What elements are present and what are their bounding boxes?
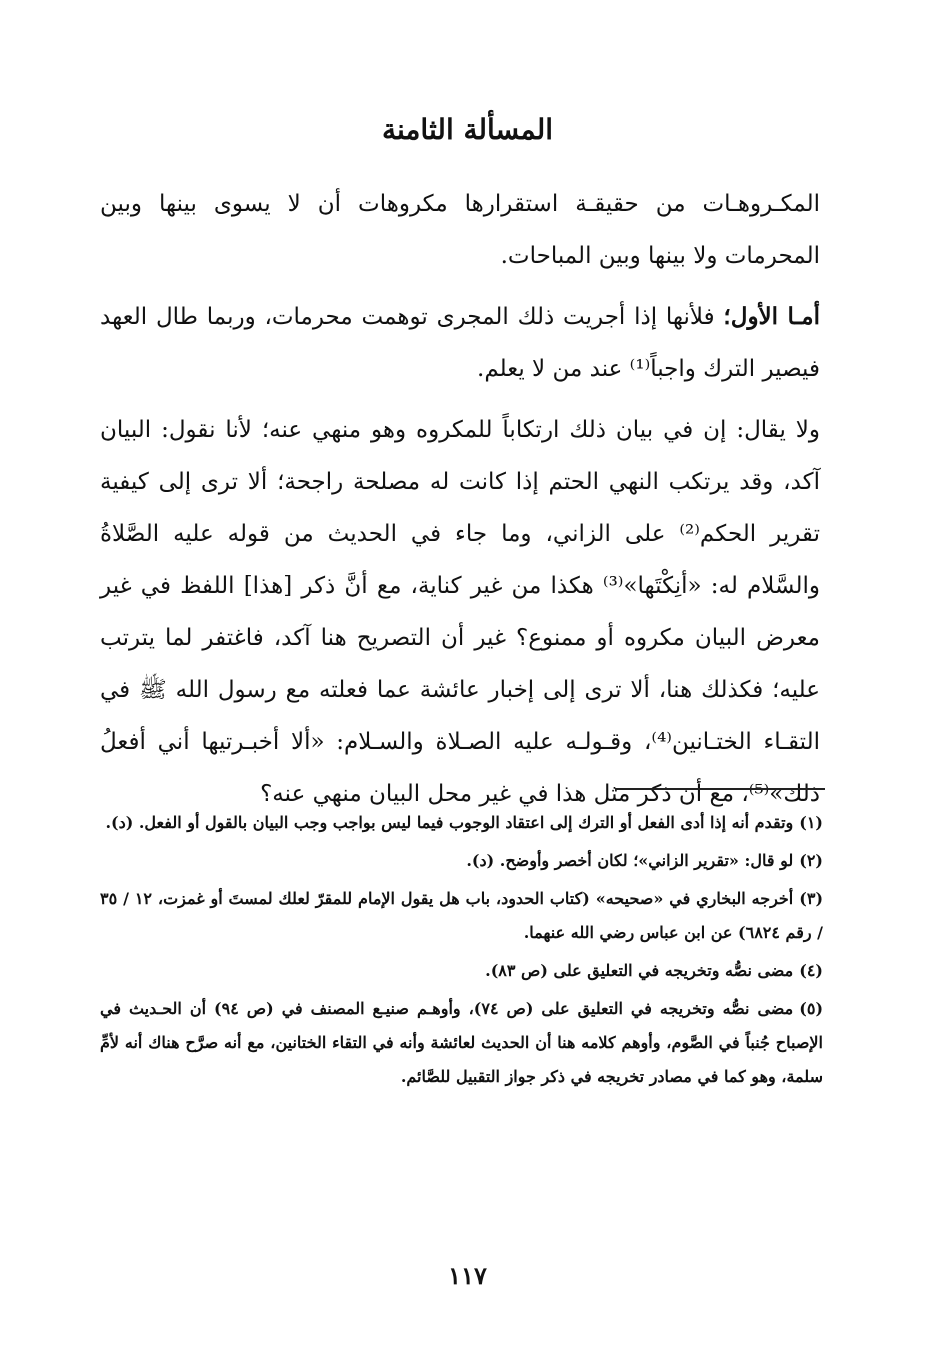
paragraph-text: فلأنها إذا أجريت ذلك المجرى توهمت محرمات، وربما طال العهد فيصير الترك واجباً⁽¹⁾ عند من لا يعلم. bbox=[100, 304, 820, 382]
page-title: المسألة الثامنة bbox=[381, 113, 554, 146]
paragraph-1 bbox=[100, 178, 820, 282]
page-number: ١١٧ bbox=[448, 1261, 487, 1290]
paragraph-lead: أمـا الأول؛ bbox=[723, 303, 820, 330]
main-text bbox=[100, 178, 820, 829]
footnote-divider bbox=[615, 788, 825, 790]
paragraph-text: المكـروهـات من حقيقـة استقرارها مكروهات أن لا يسوى بينها وبين المحرمات ولا بينها وبين المباحات. bbox=[100, 191, 820, 269]
footnote-4 bbox=[100, 954, 823, 988]
paragraph-text: ولا يقال: إن في بيان ذلك ارتكاباً للمكروه وهو منهي عنه؛ لأنا نقول: البيان آكد، وقد يرتكب النهي الحتم إذا كانت له مصلحة راجحة؛ ألا ترى إلى كيفية تقرير الحكم⁽²⁾ على الزاني، وما جاء في الحديث من قوله عليه الصَّلاةُ والسَّلام له: «أنِكْتَها»⁽³⁾ هكذا من غير كناية، مع أنَّ ذكر [هذا] اللفظ في غير معرض البيان مكروه أو ممنوع؟ غير أن التصريح هنا آكد، فاغتفر لما يترتب عليه؛ فكذلك هنا، ألا ترى إلى إخبار عائشة عما فعلته مع رسول الله ﷺ في التقـاء الختـانين⁽⁴⁾، وقـولـه عليه الصـلاة والسـلام: «ألا أخبـرتيها أني أفعلُ ذلك»⁽⁵⁾، مع أن ذكر مثل هذا في غير محل البيان منهي عنه؟ bbox=[100, 417, 820, 807]
footnote-number: (٤) bbox=[799, 961, 823, 980]
footnote-text: أخرجه البخاري في «صحيحه» (كتاب الحدود، باب هل يقول الإمام للمقرّ لعلك لمستَ أو غمزت، ١٢ / ٣٥ / رقم ٦٨٢٤) عن ابن عباس رضي الله عنهما. bbox=[100, 889, 823, 942]
footnote-number: (٣) bbox=[799, 889, 824, 908]
footnote-text: وتقدم أنه إذا أدى الفعل أو الترك إلى اعتقاد الوجوب فيما ليس بواجب وجب البيان بالقول أو الفعل. (د). bbox=[105, 813, 794, 832]
footnote-text: مضى نصُّه وتخريجه في التعليق على (ص ٨٣). bbox=[485, 961, 794, 980]
footnote-text: لو قال: «تقرير الزاني»؛ لكان أخصر وأوضح. (د). bbox=[466, 851, 794, 870]
footnote-3 bbox=[100, 882, 823, 950]
footnote-number: (٥) bbox=[799, 999, 824, 1018]
footnote-number: (١) bbox=[799, 813, 823, 832]
footnotes bbox=[100, 806, 823, 1098]
footnote-5 bbox=[100, 992, 823, 1094]
paragraph-3 bbox=[100, 404, 820, 820]
footnote-1 bbox=[100, 806, 823, 840]
footnote-2 bbox=[100, 844, 823, 878]
footnote-number: (٢) bbox=[799, 851, 823, 870]
footnote-text: مضى نصُّه وتخريجه في التعليق على (ص ٧٤)، وأوهـم صنيـع المصنف في (ص ٩٤) أن الحـديث في الإصباح جُنباً في الصَّوم، وأوهم كلامه هنا أن الحديث لعائشة وأنه في التقاء الختانين، مع أنه صرَّح هناك أنه لأمِّ سلمة، وهو كما في مصادر تخريجه في ذكر جواز التقبيل للصَّائم. bbox=[100, 999, 823, 1086]
paragraph-2 bbox=[100, 291, 820, 395]
